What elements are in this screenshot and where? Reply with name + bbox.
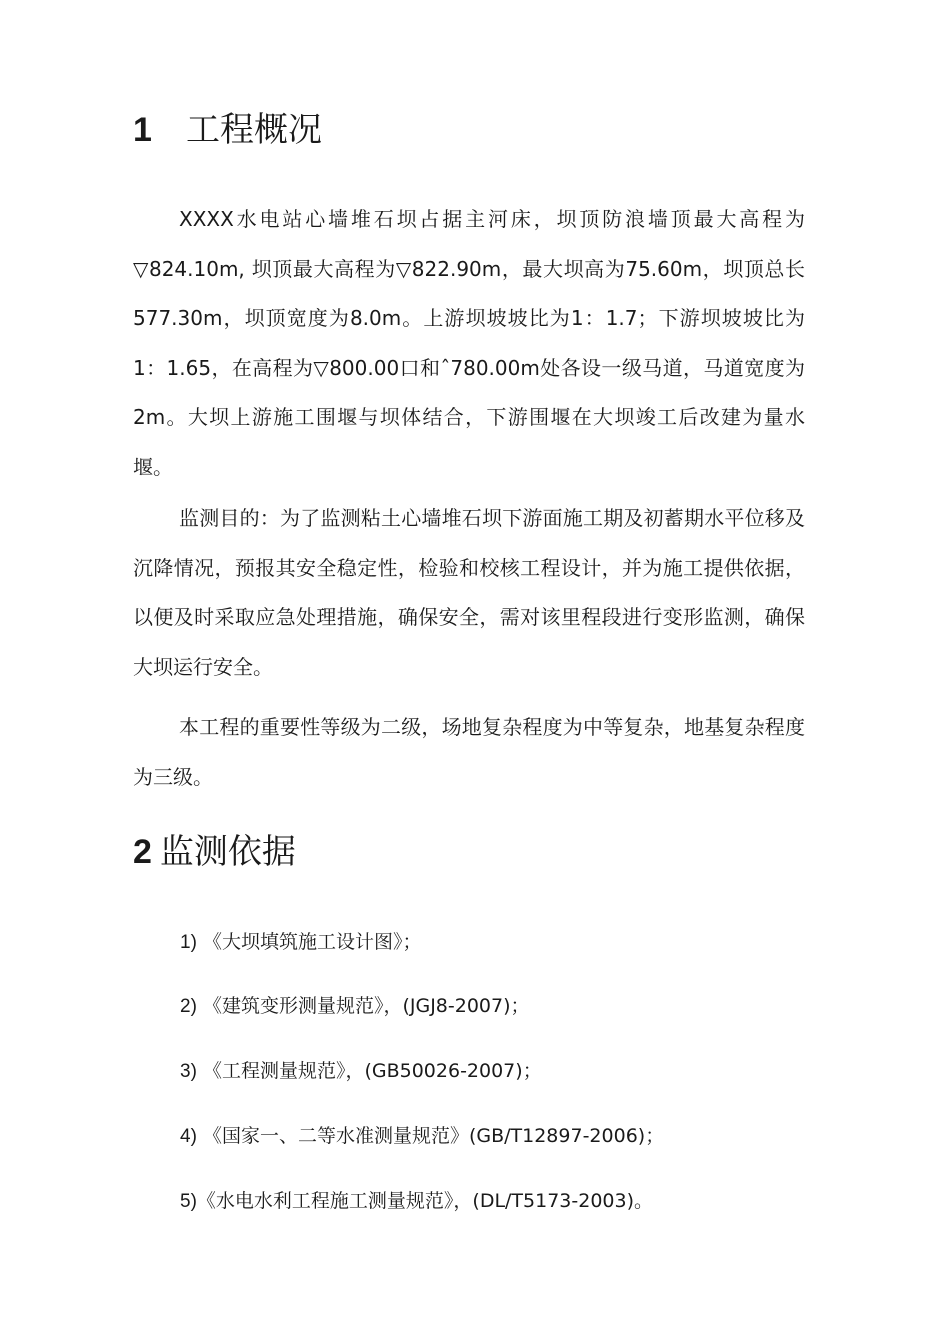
reference-item	[180, 993, 530, 1020]
reference-text: 《大坝填筑施工设计图》；	[202, 931, 422, 953]
reference-text: 《工程测量规范》，(GB50026-2007)；	[202, 1060, 542, 1082]
paragraph-monitoring-purpose: 监测目的：为了监测粘土心墙堆石坝下游面施工期及初蓄期水平位移及沉降情况，预报其安全稳定性，检验和校核工程设计，并为施工提供依据，以便及时采取应急处理措施，确保安全，需对该里程段进行变形监测，确保大坝运行安全。	[133, 506, 805, 679]
section-heading-2	[133, 832, 296, 872]
paragraph-importance-grade: 本工程的重要性等级为二级，场地复杂程度为中等复杂，地基复杂程度为三级。	[133, 715, 805, 789]
section-title: 监测依据	[159, 832, 296, 872]
section-title: 工程概况	[186, 110, 322, 150]
reference-item	[180, 1188, 653, 1215]
section-number: 2	[133, 833, 152, 871]
reference-index: 2)	[180, 996, 197, 1017]
reference-text: 《水电水利工程施工测量规范》，(DL/T5173-2003)。	[196, 1190, 654, 1212]
section-number: 1	[133, 111, 152, 149]
reference-index: 3)	[180, 1061, 197, 1082]
reference-item	[180, 929, 421, 956]
reference-item	[180, 1058, 542, 1085]
section-heading-1	[133, 110, 322, 150]
reference-item	[180, 1123, 664, 1150]
reference-index: 5)	[180, 1191, 197, 1212]
paragraph-project-overview: XXXX水电站心墙堆石坝占据主河床，坝顶防浪墙顶最大高程为▽824.10m, 坝顶最大高程为▽822.90m，最大坝高为75.60m，坝顶总长577.30m，坝顶宽度为8.0m。上游坝坡坡比为1：1.7；下游坝坡坡比为1：1.65，在高程为▽800.00口和ˆ780.00m处各设一级马道，马道宽度为2m。大坝上游施工围堰与坝体结合，下游围堰在大坝竣工后改建为量水堰。	[133, 207, 805, 479]
reference-index: 4)	[180, 1126, 197, 1147]
reference-text: 《建筑变形测量规范》，(JGJ8-2007)；	[202, 995, 530, 1017]
reference-text: 《国家一、二等水准测量规范》(GB/T12897-2006)；	[202, 1125, 665, 1147]
reference-index: 1)	[180, 932, 197, 953]
